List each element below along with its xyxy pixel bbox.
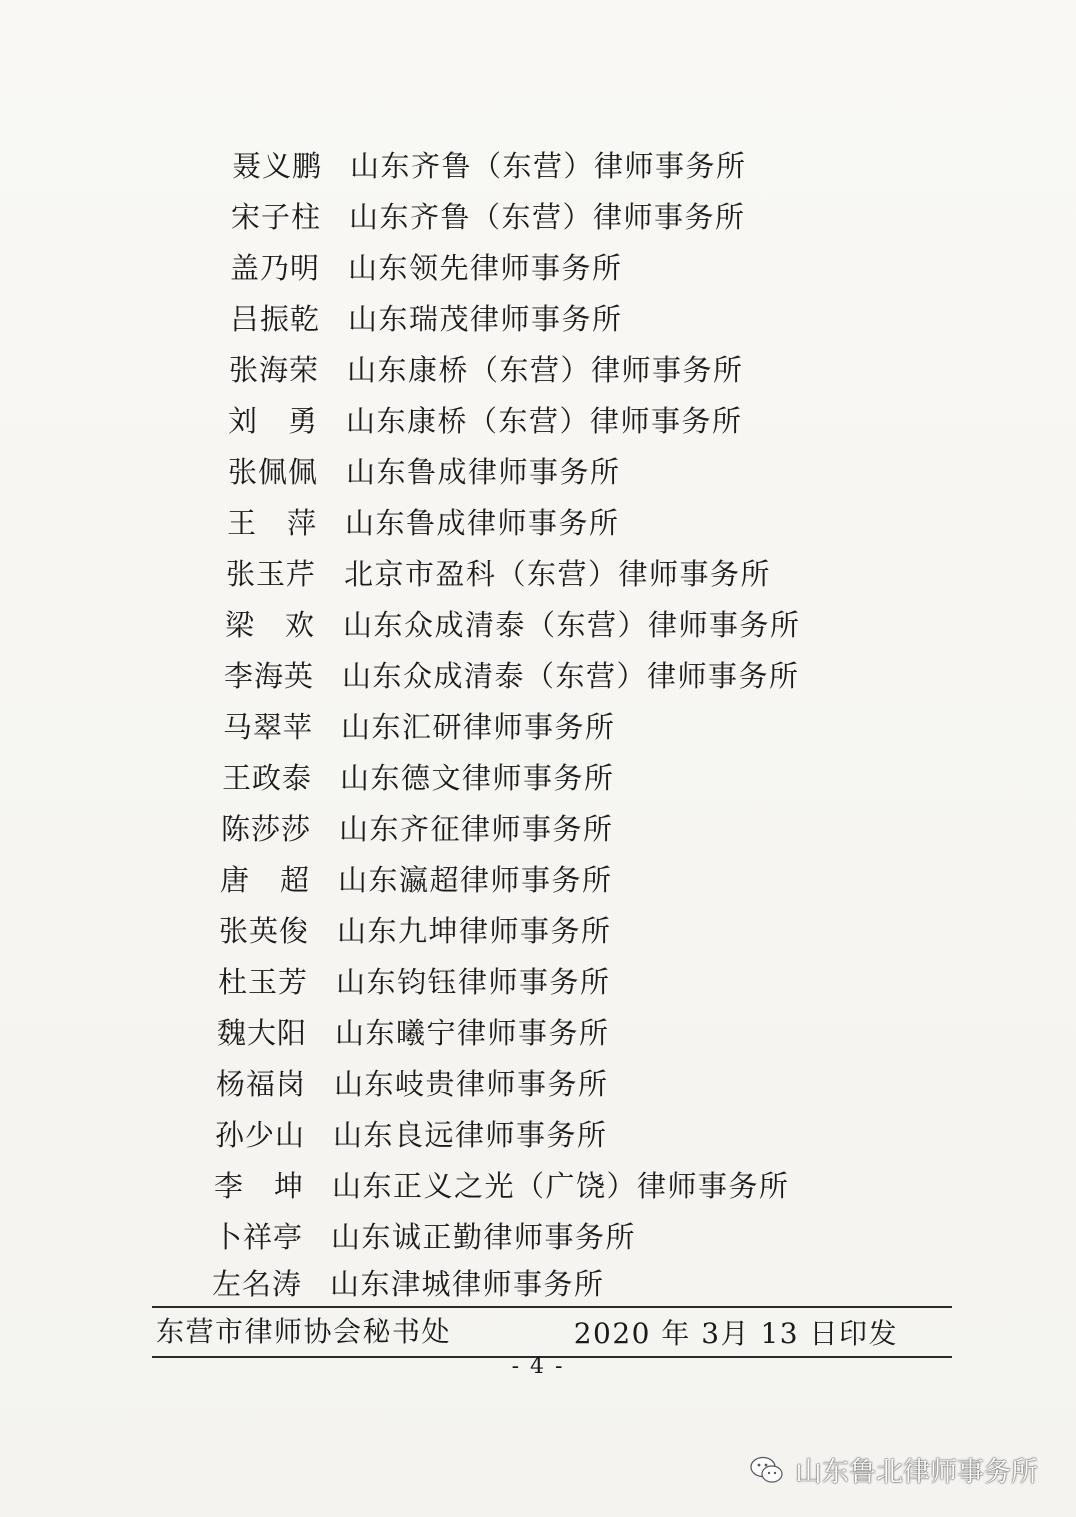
lawyer-name: 卜祥亭 <box>213 1219 304 1254</box>
list-item <box>225 603 801 643</box>
list-item <box>230 297 623 337</box>
lawyer-name: 吕振乾 <box>230 301 321 336</box>
account-name: 山东鲁北律师事务所 <box>795 1457 1038 1488</box>
lawyer-name: 魏大阳 <box>217 1015 308 1050</box>
list-item <box>224 654 800 694</box>
law-firm-name: 山东领先律师事务所 <box>348 250 623 285</box>
law-firm-name: 山东曦宁律师事务所 <box>335 1015 610 1050</box>
footer-top-rule <box>152 1306 952 1308</box>
lawyer-name: 聂义鹏 <box>232 148 323 183</box>
law-firm-name: 山东齐征律师事务所 <box>339 811 614 846</box>
list-item <box>223 705 616 745</box>
lawyer-name: 张英俊 <box>219 913 310 948</box>
page-number: - 4 - <box>511 1354 565 1379</box>
lawyer-name: 李 坤 <box>214 1168 305 1203</box>
lawyer-name: 陈莎莎 <box>221 811 312 846</box>
account-watermark <box>749 1450 1038 1489</box>
law-firm-name: 北京市盈科（东营）律师事务所 <box>344 556 772 591</box>
law-firm-name: 山东德文律师事务所 <box>340 760 615 795</box>
law-firm-name: 山东正义之光（广饶）律师事务所 <box>332 1168 790 1203</box>
law-firm-name: 山东鲁成律师事务所 <box>346 454 621 489</box>
lawyer-name: 梁 欢 <box>225 607 316 642</box>
wechat-icon <box>749 1455 785 1485</box>
list-item <box>212 1262 605 1302</box>
list-item <box>232 144 747 184</box>
list-item <box>217 1011 610 1051</box>
list-item <box>219 909 612 949</box>
lawyer-name: 张玉芹 <box>226 556 317 591</box>
list-item <box>220 858 613 898</box>
lawyer-name: 孙少山 <box>215 1117 306 1152</box>
list-item <box>222 756 615 796</box>
law-firm-name: 山东诚正勤律师事务所 <box>331 1219 637 1254</box>
issue-date: 2020 年 3月 13 日印发 <box>573 1317 898 1350</box>
lawyer-name: 杨福岗 <box>216 1066 307 1101</box>
law-firm-name: 山东钧钰律师事务所 <box>336 964 611 999</box>
lawyer-name: 盖乃明 <box>230 250 321 285</box>
list-item <box>231 195 746 235</box>
law-firm-name: 山东齐鲁（东营）律师事务所 <box>350 148 747 183</box>
list-item <box>229 348 744 388</box>
lawyer-name: 宋子柱 <box>231 199 322 234</box>
law-firm-name: 山东津城律师事务所 <box>330 1266 605 1301</box>
lawyer-name: 刘 勇 <box>228 403 319 438</box>
law-firm-name: 山东康桥（东营）律师事务所 <box>347 352 744 387</box>
law-firm-name: 山东众成清泰（东营）律师事务所 <box>343 607 801 642</box>
list-item <box>221 807 614 847</box>
lawyer-name: 左名涛 <box>212 1266 303 1301</box>
list-item <box>213 1215 636 1255</box>
lawyer-name: 唐 超 <box>220 862 311 897</box>
list-item <box>228 399 743 439</box>
lawyer-name: 张海荣 <box>229 352 320 387</box>
law-firm-name: 山东汇研律师事务所 <box>341 709 616 744</box>
law-firm-name: 山东齐鲁（东营）律师事务所 <box>349 199 746 234</box>
lawyer-name: 马翠苹 <box>223 709 314 744</box>
list-item <box>226 552 771 592</box>
list-item <box>228 450 621 490</box>
lawyer-name: 张佩佩 <box>228 454 319 489</box>
law-firm-name: 山东瀛超律师事务所 <box>338 862 613 897</box>
list-item <box>216 1062 609 1102</box>
law-firm-name: 山东良远律师事务所 <box>333 1117 608 1152</box>
law-firm-name: 山东瑞茂律师事务所 <box>348 301 623 336</box>
lawyer-name: 王 萍 <box>227 505 318 540</box>
list-item <box>230 246 623 286</box>
law-firm-name: 山东众成清泰（东营）律师事务所 <box>342 658 800 693</box>
list-item <box>218 960 611 1000</box>
list-item <box>215 1113 608 1153</box>
issuer-name: 东营市律师协会秘书处 <box>156 1315 452 1348</box>
list-item <box>227 501 620 541</box>
law-firm-name: 山东九坤律师事务所 <box>337 913 612 948</box>
lawyer-name: 王政泰 <box>222 760 313 795</box>
law-firm-name: 山东岐贵律师事务所 <box>334 1066 609 1101</box>
list-item <box>214 1164 790 1204</box>
law-firm-name: 山东康桥（东营）律师事务所 <box>346 403 743 438</box>
lawyer-name: 杜玉芳 <box>218 964 309 999</box>
law-firm-name: 山东鲁成律师事务所 <box>345 505 620 540</box>
lawyer-name: 李海英 <box>224 658 315 693</box>
